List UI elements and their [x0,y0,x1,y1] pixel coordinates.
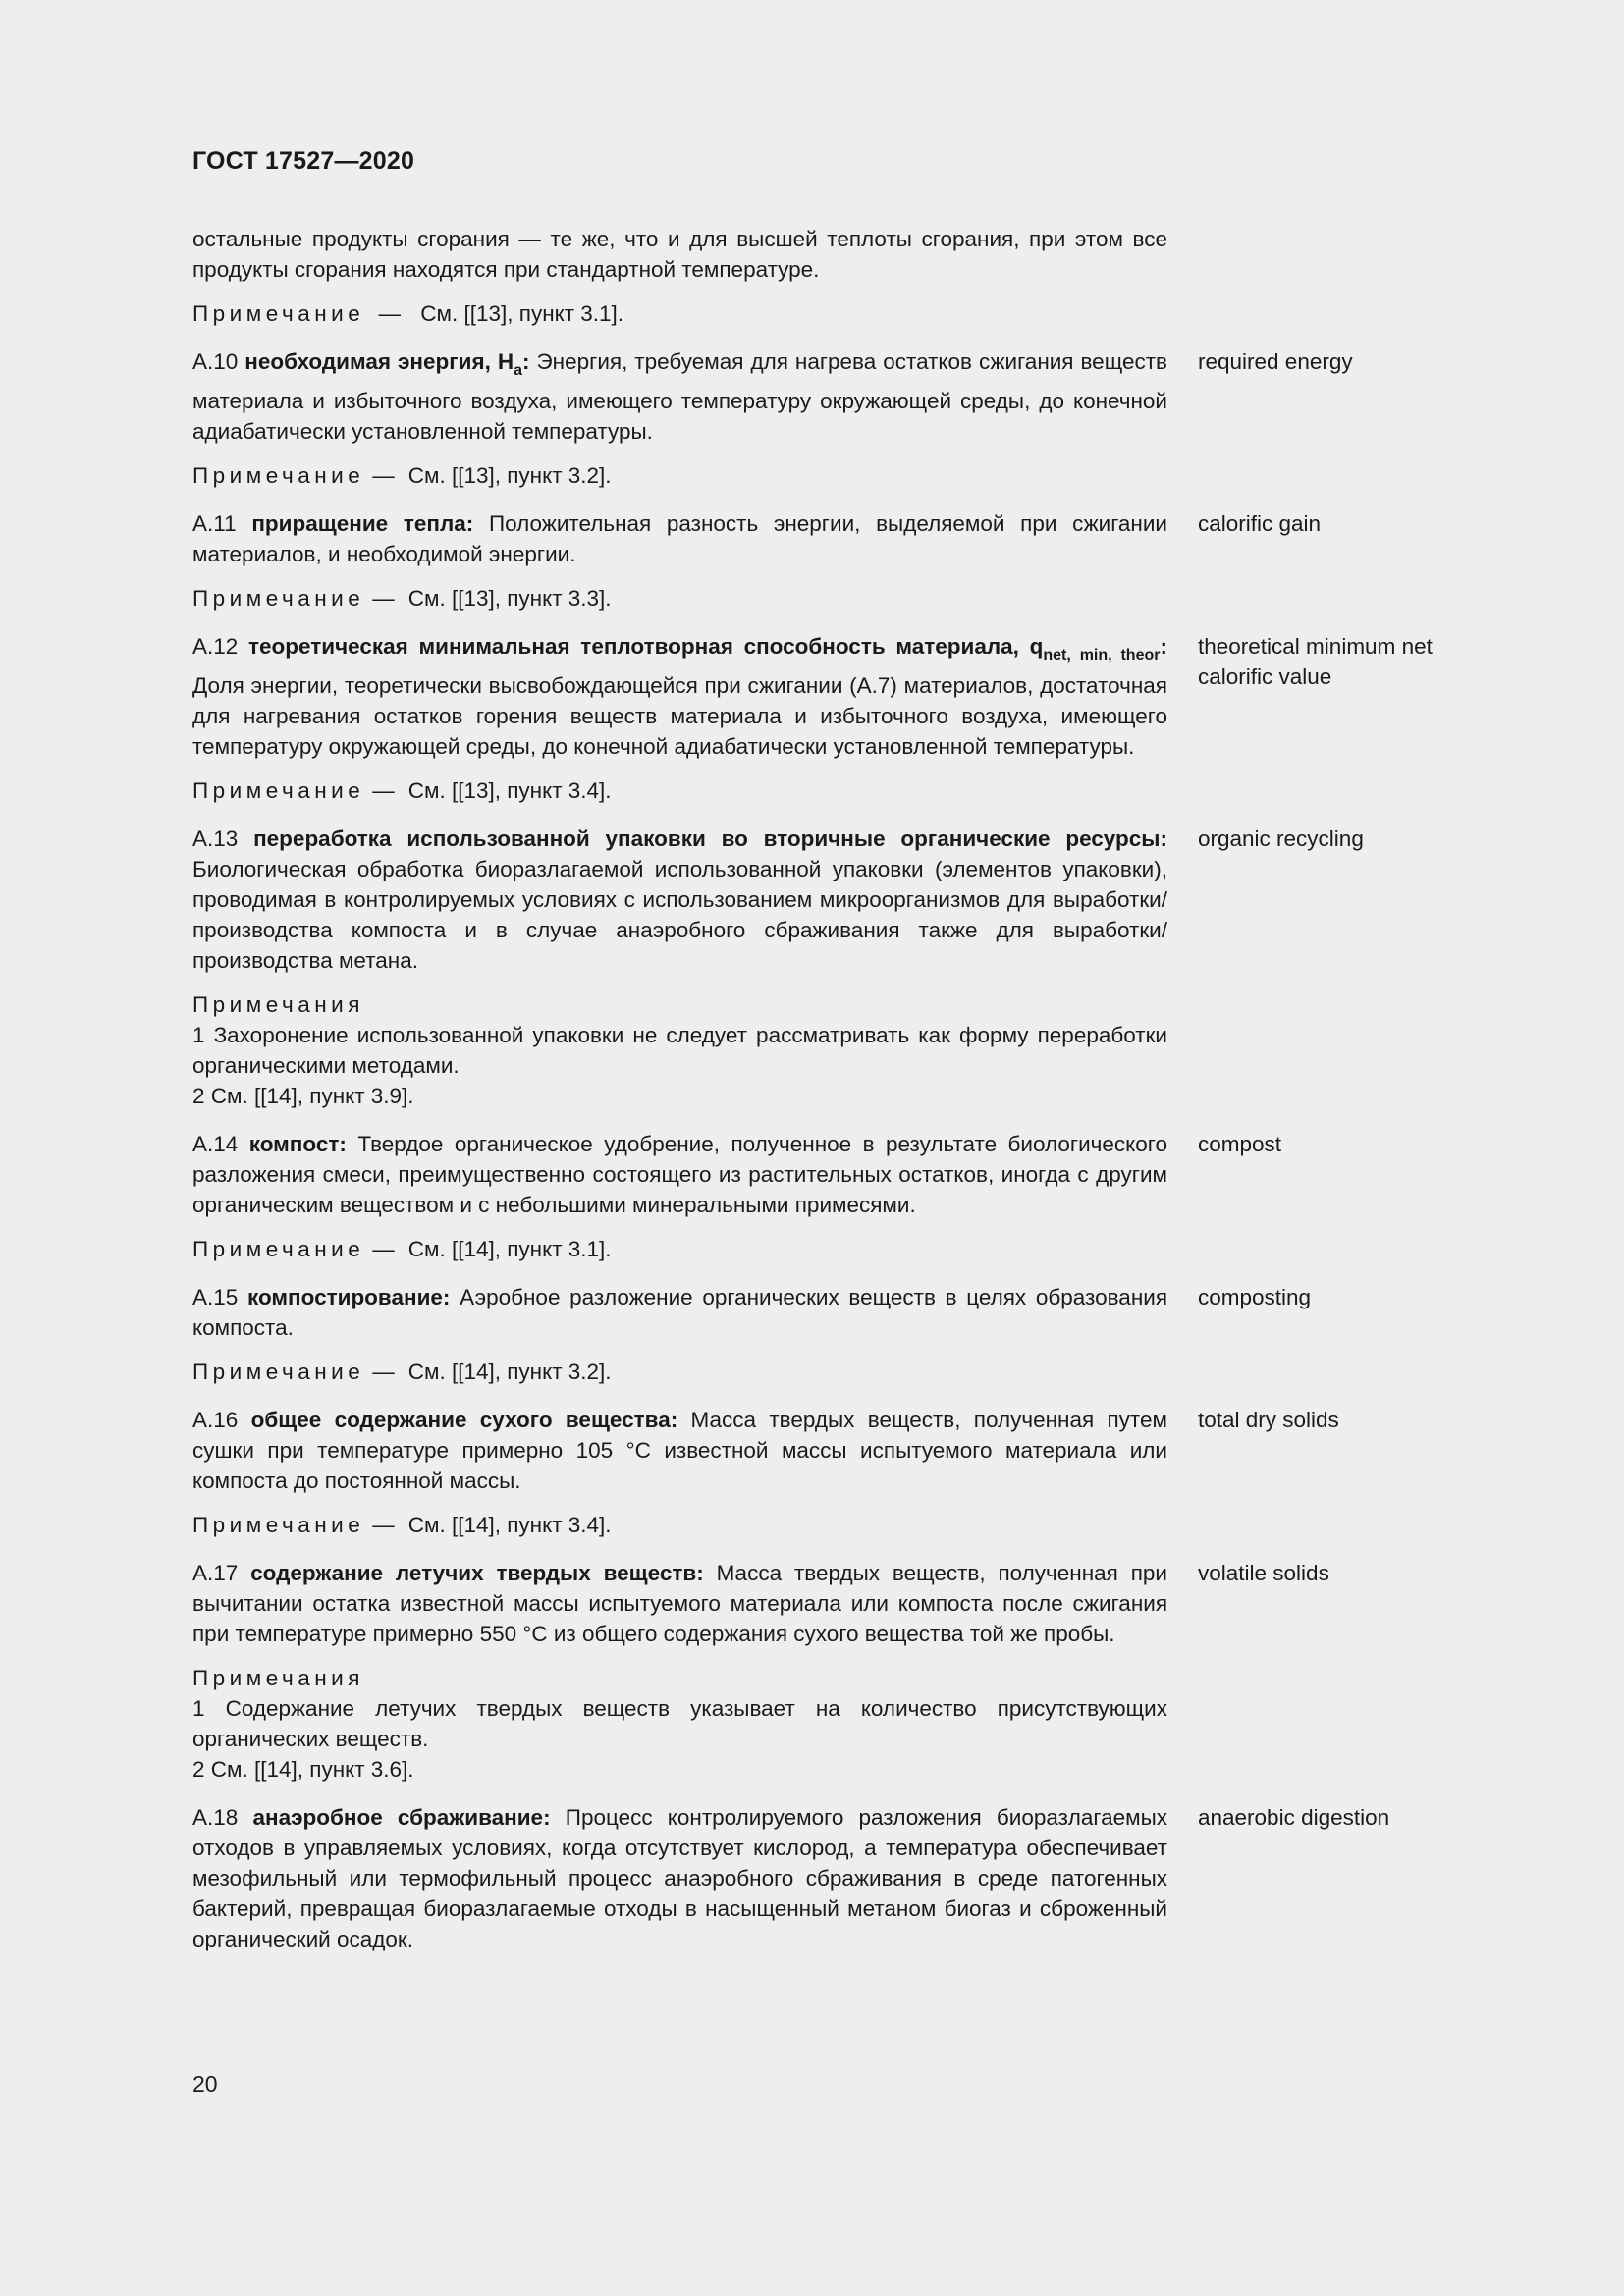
note-dash: — [372,1360,395,1384]
term-definition-paragraph [192,1405,1167,1496]
term-definition: Энергия, требуемая для нагрева остатков сжигания веществ материала и избыточного воздуха, имеющего температуру окружающей среды, до конечной адиабатически установленной температуры. [192,349,1167,444]
term-name: переработка использованной упаковки во вторичные органические ресурсы: [253,827,1167,851]
note-item: 1 Содержание летучих твердых веществ указывает на количество присутствующих органических веществ. [192,1696,1167,1751]
term-entry [192,631,1567,762]
note-label: Примечание [192,586,365,611]
term-entry [192,508,1567,569]
term-number: А.13 [192,827,239,851]
page-number: 20 [192,2071,218,2097]
intro-paragraph: остальные продукты сгорания — те же, что и для высшей теплоты сгорания, при этом все продукты сгорания находятся при стандартной температуре. [192,227,1167,282]
note-text: См. [[14], пункт 3.2]. [407,1360,612,1384]
term-name: компост: [248,1132,347,1156]
term-definition: Положительная разность энергии, выделяемой при сжигании материалов, и необходимой энергии. [192,511,1167,566]
document-header: ГОСТ 17527—2020 [192,147,415,175]
term-number: А.16 [192,1408,239,1432]
term-definition: Доля энергии, теоретически высвобождающейся при сжигании (А.7) материалов, достаточная для нагревания остатков горения веществ материала и избыточного воздуха, имеющего температуру окружающей среды, до конечной адиабатически установленной температуры. [192,673,1167,759]
english-equivalent: theoretical minimum net calorific value [1198,634,1433,689]
term-name: анаэробное сбраживание: [252,1805,551,1830]
term-note [192,460,1167,491]
term-definition: Масса твердых веществ, полученная путем сушки при температуре примерно 105 °С известной массы испытуемого материала или компоста до постоянной массы. [192,1408,1167,1493]
term-entry [192,347,1567,447]
term-colon: : [521,349,530,374]
term-subscript: net, min, theor [1043,647,1161,664]
term-note [192,583,1167,614]
term-number: А.18 [192,1805,239,1830]
note-label: Примечание [192,1237,365,1261]
note-dash: — [372,586,395,611]
note-item: 1 Захоронение использованной упаковки не следует рассматривать как форму переработки органическими методами. [192,1023,1167,1078]
intro-note [192,298,1167,329]
term-definition-paragraph [192,508,1167,569]
english-equivalent: required energy [1198,349,1353,374]
term-note [192,775,1167,806]
term-definition-paragraph [192,347,1167,447]
note-dash: — [372,778,395,803]
note-dash: — [378,301,401,326]
note-text: См. [[13], пункт 3.1]. [420,301,624,326]
term-note [192,1357,1167,1387]
notes-label: Примечания [192,992,364,1017]
term-definition: Масса твердых веществ, полученная при вычитании остатка известной массы испытуемого материала или компоста после сжигания при температуре примерно 550 °С из общего содержания сухого вещества той же пробы. [192,1561,1167,1646]
note-text: См. [[14], пункт 3.4]. [407,1513,612,1537]
term-notes [192,989,1167,1111]
english-equivalent: organic recycling [1198,827,1364,851]
term-definition-paragraph [192,631,1167,762]
term-colon: : [1160,634,1167,659]
note-label: Примечание [192,301,365,326]
term-definition: Твердое органическое удобрение, полученное в результате биологического разложения смеси, преимущественно состоящего из растительных остатков, иногда с другим органическим веществом и с небольшими минеральными примесями. [192,1132,1167,1217]
note-dash: — [372,1513,395,1537]
english-equivalent: compost [1198,1132,1282,1156]
term-name: приращение тепла: [251,511,474,536]
term-number: А.17 [192,1561,239,1585]
term-number: А.11 [192,511,237,536]
term-name: содержание летучих твердых веществ: [250,1561,704,1585]
term-entry [192,824,1567,976]
document-body [192,224,1567,1968]
term-subscript: a [514,362,522,379]
term-definition-paragraph [192,1282,1167,1343]
term-note [192,1234,1167,1264]
term-definition: Биологическая обработка биоразлагаемой использованной упаковки (элементов упаковки), проводимая в контролируемых условиях с использованием микроорганизмов для выработки/производства компоста и в случае анаэробного сбраживания также для выработки/производства метана. [192,857,1167,973]
term-number: А.10 [192,349,239,374]
term-name: общее содержание сухого вещества: [250,1408,678,1432]
english-equivalent: composting [1198,1285,1312,1309]
term-entry [192,1129,1567,1220]
term-entry [192,1558,1567,1649]
note-text: См. [[14], пункт 3.1]. [407,1237,612,1261]
term-definition-paragraph [192,1802,1167,1954]
english-equivalent: volatile solids [1198,1561,1329,1585]
term-entry [192,1802,1567,1954]
term-definition-paragraph [192,1558,1167,1649]
term-name: компостирование: [246,1285,451,1309]
term-entry [192,1405,1567,1496]
note-label: Примечание [192,1513,365,1537]
english-equivalent: calorific gain [1198,511,1322,536]
note-label: Примечание [192,778,365,803]
note-text: См. [[13], пункт 3.4]. [407,778,612,803]
term-number: А.14 [192,1132,239,1156]
note-dash: — [372,463,395,488]
term-name: необходимая энергия, H [244,349,514,374]
note-text: См. [[13], пункт 3.2]. [407,463,612,488]
note-label: Примечание [192,463,365,488]
term-notes [192,1663,1167,1785]
term-note [192,1510,1167,1540]
note-label: Примечание [192,1360,365,1384]
term-definition-paragraph [192,1129,1167,1220]
term-number: А.12 [192,634,239,659]
term-number: А.15 [192,1285,239,1309]
note-item: 2 См. [[14], пункт 3.9]. [192,1084,414,1108]
note-text: См. [[13], пункт 3.3]. [407,586,612,611]
term-name: теоретическая минимальная теплотворная способность материала, q [248,634,1044,659]
term-definition: Процесс контролируемого разложения биоразлагаемых отходов в управляемых условиях, когда отсутствует кислород, а температура обеспечивает мезофильный или термофильный процесс анаэробного сбраживания в среде патогенных бактерий, превращая биоразлагаемые отходы в насыщенный метаном биогаз и сброженный органический осадок. [192,1805,1167,1951]
note-dash: — [372,1237,395,1261]
english-equivalent: total dry solids [1198,1408,1339,1432]
english-equivalent: anaerobic digestion [1198,1805,1390,1830]
term-entries [192,347,1567,1954]
term-definition: Аэробное разложение органических веществ в целях образования компоста. [192,1285,1167,1340]
note-item: 2 См. [[14], пункт 3.6]. [192,1757,414,1782]
term-definition-paragraph [192,824,1167,976]
notes-label: Примечания [192,1666,364,1690]
term-entry [192,1282,1567,1343]
